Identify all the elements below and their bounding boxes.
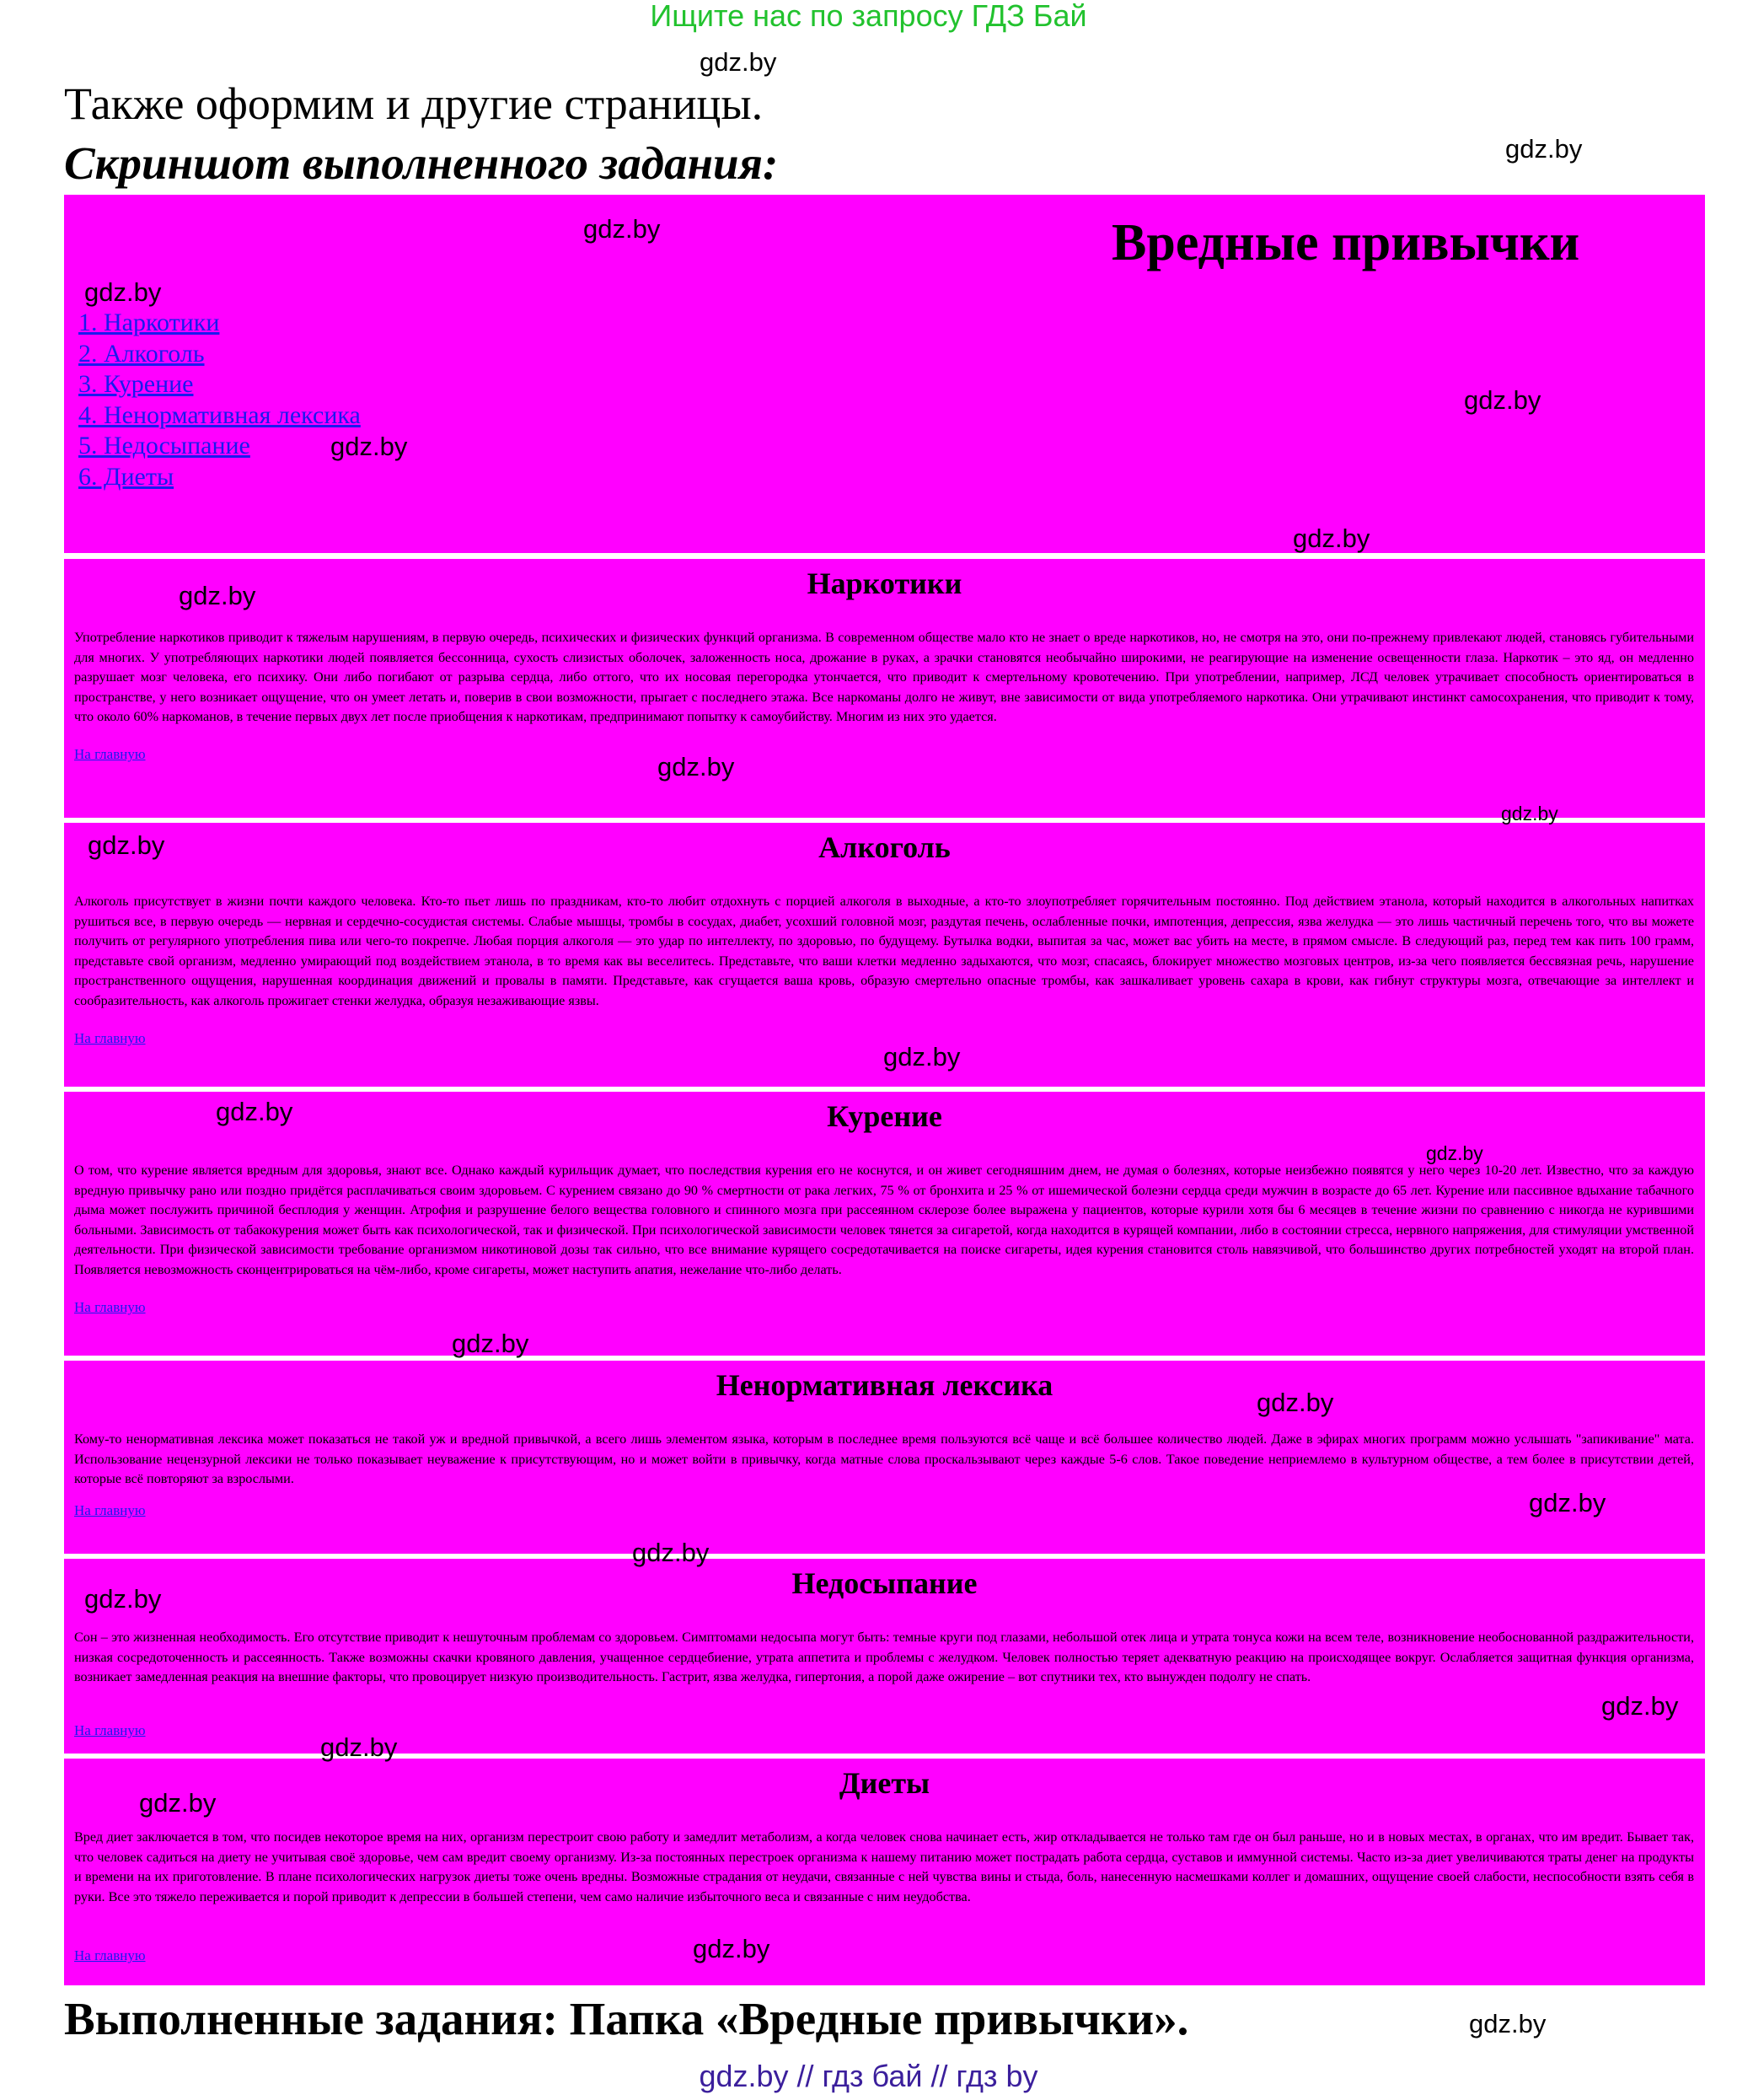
home-link[interactable]: На главную: [74, 1947, 146, 1963]
watermark: gdz.by: [330, 432, 408, 461]
section-text: Алкоголь присутствует в жизни почти каждого человека. Кто-то пьет лишь по праздникам, кто-то любит отдохнуть с порцией алкоголя в выходные, а кто-то злоупотребляет горячительным постоянно. Под действием этанола, который находится в алкогольных напитках рушиться все, в первую очередь — нервная и сердечно-сосудистая системы. Слабые мышцы, тромбы в сосудах, диабет, усохший головной мозг, раздутая печень, ослабленные почки, импотенция, депрессия, язва желудка — это лишь частичный перечень того, что вы можете получить от регулярного употребления пива или чего-то покрепче. Любая порция алкоголя — это удар по интеллекту, по здоровью, по будущему. Бутылка водки, выпитая за час, может вас убить на месте, в прямом смысле. В следующий раз, перед тем как пить 100 грамм, представьте свой организм, медленно умирающий под воздействием этанола, в то время как вы веселитесь. Представьте, что ваши клетки медленно задыхаются, что мозг, спасаясь, блокирует множество мозговых центров, из-за чего появляется бессвязная речь, нарушение пространственного ощущения, нарушенная координация движений и провалы в памяти. Представьте, как сгущается ваша кровь, образую смертельно опасные тромбы, как зашкаливает уровень сахара в крови, как гибнут структуры мозга, отвечающие за интеллект и сообразительность, как алкоголь прожигает стенки желудка, образуя незаживающие язвы.: [74, 894, 1694, 1008]
nav-link-leksika[interactable]: 4. Ненормативная лексика: [78, 400, 361, 429]
watermark: gdz.by: [88, 830, 165, 860]
section-title: Наркотики: [807, 567, 962, 600]
nav-link-diety[interactable]: 6. Диеты: [78, 462, 174, 491]
section-text: О том, что курение является вредным для здоровья, знают все. Однако каждый курильщик думает, что последствия курения его не коснутся, и он живет сегодняшним днем, не думая о болезнях, которые неизбежно появятся у него через 10-20 лет. Известно, что за каждую вредную привычку рано или поздно придётся расплачиваться своим здоровьем. С курением связано до 90 % смертности от рака легких, 75 % от бронхита и 25 % от ишемической болезни сердца среди мужчин в возрасте до 65 лет. Курение или пассивное вдыхание табачного дыма может послужить причиной бесплодия у женщин. Атрофия и разрушение белого вещества головного и спинного мозга при рассеянном склерозе более выражена у пациентов, которые курили хотя бы 6 месяцев в течение жизни по сравнению с никогда не курившими больными. Зависимость от табакокурения может быть как психологической, так и физической. При психологической зависимости человек тянется за сигаретой, когда находится в курящей компании, либо в состоянии стресса, нервного напряжения, для стимуляции умственной деятельности. При физической зависимости требование организмом никотиновой дозы так сильно, что все внимание курящего сосредотачивается на поиске сигареты, идея курения становится столь навязчивой, что большинство других потребностей уходят на второй план. Появляется невозможность сконцентрироваться на чём-либо, кроме сигареты, может наступить апатия, нежелание что-либо делать.: [74, 1163, 1694, 1277]
watermark: gdz.by: [139, 1788, 217, 1818]
watermark: gdz.by: [1469, 2009, 1547, 2038]
section-text: Сон – это жизненная необходимость. Его отсутствие приводит к нешуточным проблемам со здоровьем. Симптомами недосыпа могут быть: темные круги под глазами, небольшой отек лица и утрата тонуса кожи на всем теле, возникновение необоснованной раздражительности, низкая сосредоточенность и рассеянность. Также возможны скачки кровяного давления, учащенное сердцебиение, утрата аппетита и проблемы с желудком. Человек полностью теряет адекватную реакцию на происходящее вокруг. Ослабляется защитная функция организма, возникает замедленная реакция на внешние факторы, что провоцирует низкую производительность. Гастрит, язва желудка, гипертония, а порой даже ожирение – вот спутники тех, кто вынужден подолгу не спать.: [74, 1630, 1694, 1684]
section-title: Недосыпание: [791, 1566, 978, 1600]
watermark: gdz.by: [1529, 1488, 1606, 1517]
nav-link-nedosypanie[interactable]: 5. Недосыпание: [78, 432, 250, 460]
watermark: gdz.by: [632, 1538, 710, 1567]
watermark: gdz.by: [1257, 1388, 1334, 1417]
home-link[interactable]: На главную: [74, 1502, 146, 1518]
watermark: gdz.by: [1501, 803, 1558, 824]
watermark: gdz.by: [84, 1584, 162, 1614]
section-text: Кому-то ненормативная лексика может показаться не такой уж и вредной привычкой, а всего лишь элементом языка, которым в последнее время пользуются всё чаще и всё большее количество людей. Даже в эфирах многих программ можно услышать "запикивание" мата. Использование нецензурной лексики не только показывает неуважение к присутствующим, но и может войти в привычку, когда матные слова проскальзывают через каждые 5-6 слов. Такое поведение неприемлемо в культурном обществе, а тем более в присутствии детей, которые всё повторяют за взрослыми.: [74, 1431, 1694, 1486]
section-diety: [64, 1759, 1705, 1985]
watermark: gdz.by: [320, 1732, 398, 1762]
watermark: gdz.by: [1505, 134, 1583, 164]
section-text: Употребление наркотиков приводит к тяжелым нарушениям, в первую очередь, психических и физических функций организма. В современном обществе мало кто не знает о вреде наркотиков, но, не смотря на это, они по-прежнему привлекают людей, становясь губительными для многих. У употребляющих наркотики людей появляется бессонница, сухость слизистых оболочек, заложенность носа, дрожание в руках, а зрачки становятся необычайно широкими, не реагирующие на изменение освещенности глаза. Наркотик – это яд, он медленно разрушает мозг человека, его психику. Они либо погибают от разрыва сердца, либо оттого, что их носовая перегородка утончается, что приводит к смертельному кровотечению. При употреблении, например, ЛСД человек утрачивает способность ориентироваться в пространстве, у него возникает ощущение, что он умеет летать и, поверив в свои возможности, прыгает с последнего этажа. Все наркоманы долго не живут, вне зависимости от вида употребляемого наркотика. Они утрачивают инстинкт самосохранения, что приводит к тому, что около 60% наркоманов, в течение первых двух лет после приобщения к наркотикам, предпринимают попытку к самоубийству. Многим из них это удается.: [74, 630, 1694, 724]
watermark: gdz.by: [84, 277, 162, 307]
intro-text: Также оформим и другие страницы.: [64, 78, 764, 129]
footer-title: Выполненные задания: Папка «Вредные привычки».: [64, 1993, 1189, 2044]
nav-link-alkogol[interactable]: 2. Алкоголь: [78, 339, 205, 368]
nav-link-narkotiki[interactable]: 1. Наркотики: [78, 309, 220, 336]
header-block: [64, 195, 1705, 553]
watermark: gdz.by: [216, 1097, 293, 1126]
watermark: gdz.by: [179, 581, 256, 610]
watermark: gdz.by: [883, 1042, 961, 1071]
section-narkotiki: [64, 559, 1705, 818]
section-leksika: [64, 1361, 1705, 1554]
watermark: gdz.by: [1464, 385, 1541, 415]
watermark: gdz.by: [452, 1329, 529, 1358]
home-link[interactable]: На главную: [74, 1722, 146, 1738]
watermark: gdz.by: [583, 214, 661, 244]
watermark: gdz.by: [1426, 1142, 1483, 1164]
home-link[interactable]: На главную: [74, 1299, 146, 1315]
watermark: gdz.by: [1293, 524, 1370, 553]
home-link[interactable]: На главную: [74, 1030, 146, 1046]
watermark: gdz.by: [1601, 1691, 1679, 1721]
page-title: Вредные привычки: [1112, 214, 1580, 271]
watermark: gdz.by: [693, 1934, 770, 1963]
section-title: Диеты: [839, 1766, 930, 1800]
nav-list: [78, 308, 361, 493]
section-text: Вред диет заключается в том, что посидев некоторое время на них, организм перестроит свою работу и замедлит метаболизм, а когда человек снова начинает есть, жир откладывается не только там где он был раньше, но и в новых местах, в органах, что им вредит. Бывает так, что человек садиться на диету не учитывая своё здоровье, чем сам вредит своему организму. Из-за постоянных перестроек организма к нашему питанию может пострадать работа сердца, суставов и иммунной системы. Часто из-за диет увеличиваются траты денег на продукты и времени на их приготовление. В плане психологических нагрузок диеты тоже очень вредны. Возможные страдания от неудачи, связанные с ней чувства вины и стыда, боль, нанесенную насмешками коллег и домашних, ощущение своей слабости, неспособности взять себя в руки. Все это тяжело переживается и порой приводит к депрессии в большей степени, чем само наличие избыточного веса и связанные с ним неудобства.: [74, 1829, 1694, 1904]
section-kurenie: [64, 1092, 1705, 1356]
section-title: Курение: [827, 1099, 942, 1133]
home-link[interactable]: На главную: [74, 746, 146, 762]
section-nedosypanie: [64, 1559, 1705, 1754]
watermark: gdz.by: [700, 47, 777, 77]
section-title: Ненормативная лексика: [716, 1368, 1053, 1402]
watermark: gdz.by: [657, 752, 735, 781]
screenshot-label: Скриншот выполненного задания:: [64, 137, 779, 189]
nav-link-kurenie[interactable]: 3. Курение: [78, 370, 194, 399]
webpage-screenshot: [64, 195, 1705, 1986]
section-title: Алкоголь: [818, 830, 951, 864]
bottom-links: gdz.by // гдз бай // гдз by: [699, 2059, 1038, 2093]
top-banner: Ищите нас по запросу ГДЗ Бай: [650, 0, 1087, 33]
